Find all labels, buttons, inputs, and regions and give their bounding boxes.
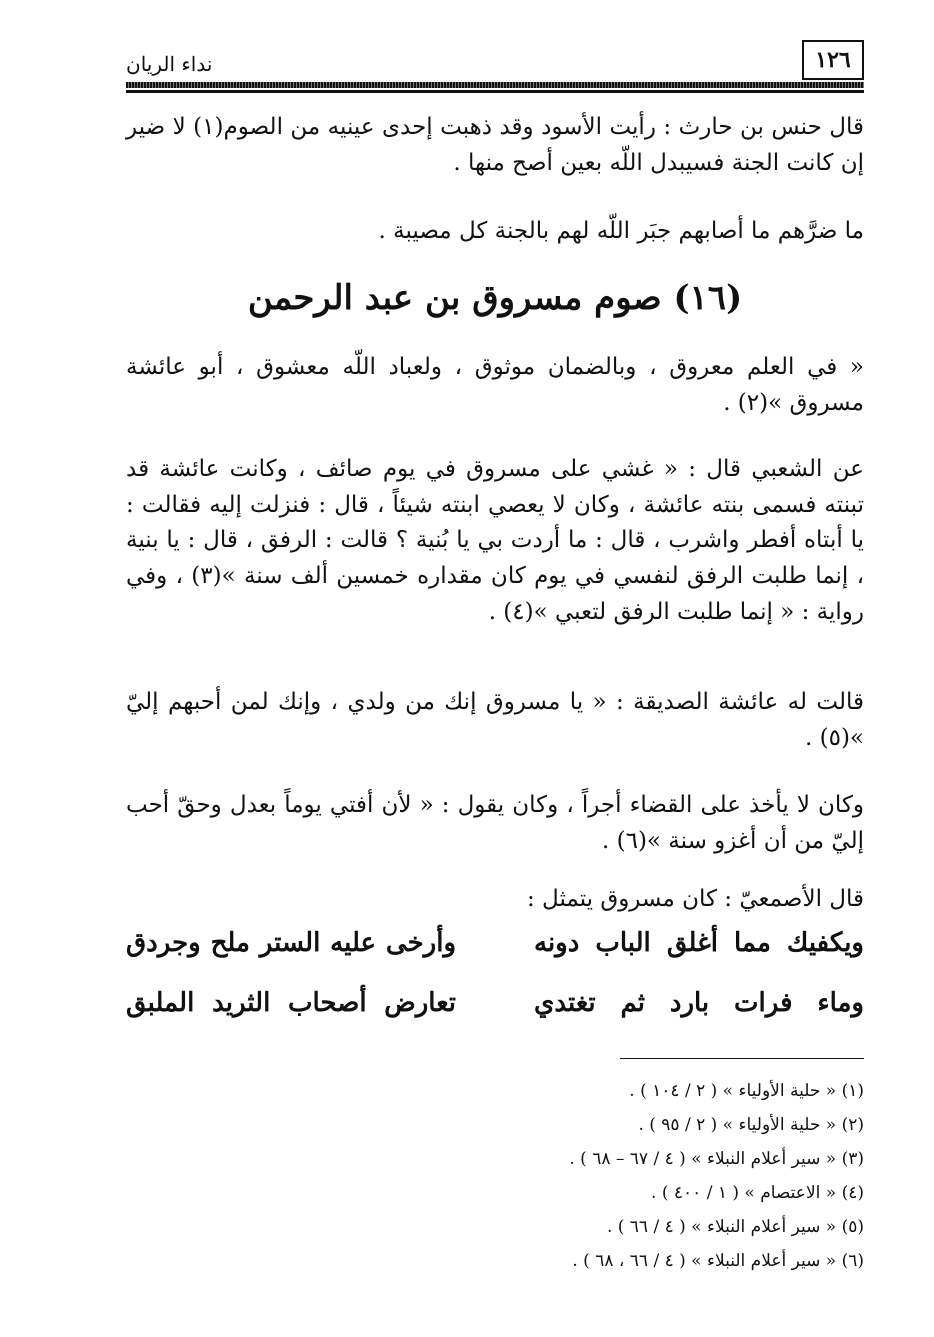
poem-verse [126, 988, 864, 1048]
footnote-separator [620, 1058, 864, 1059]
paragraph: قالت له عائشة الصديقة : « يا مسروق إنك من ولدي ، وإنك لمن أحبهم إليّ »(٥) . [126, 689, 864, 751]
page-number: ١٢٦ [802, 40, 864, 80]
paragraph: ما ضرَّهم ما أصابهم جبَر اللّه لهم بالجنة كل مصيبة . [378, 218, 864, 244]
verse-second-hemistich: تعارض أصحاب الثريد الملبق [126, 988, 456, 1018]
header-rule [126, 82, 864, 88]
running-title: نداء الريان [126, 52, 213, 76]
section-heading: (١٦) صوم مسروق بن عبد الرحمن [247, 278, 743, 318]
paragraph: « في العلم معروق ، وبالضمان موثوق ، ولعباد اللّه معشوق ، أبو عائشة مسروق »(٢) . [126, 354, 864, 416]
footnotes [126, 1074, 864, 1278]
footnote: (٢) « حلية الأولياء » ( ٢ / ٩٥ ) . [638, 1115, 864, 1135]
verse-first-hemistich: ويكفيك مما أغلق الباب دونه [534, 928, 864, 958]
verse-first-hemistich: وماء فرات بارد ثم تغتدي [534, 988, 864, 1018]
footnote: (٦) « سير أعلام النبلاء » ( ٤ / ٦٦ ، ٦٨ ) . [572, 1251, 864, 1271]
poem [126, 928, 864, 1048]
paragraph: وكان لا يأخذ على القضاء أجراً ، وكان يقول : « لأن أفتي يوماً بعدل وحقّ أحب إليّ من أن أغزو سنة »(٦) . [126, 792, 864, 854]
footnote: (٥) « سير أعلام النبلاء » ( ٤ / ٦٦ ) . [606, 1217, 864, 1237]
footnote: (١) « حلية الأولياء » ( ٢ / ١٠٤ ) . [629, 1081, 864, 1101]
paragraph: عن الشعبي قال : « غشي على مسروق في يوم صائف ، وكانت عائشة قد تبنته فسمى بنته عائشة ، وكان لا يعصي ابنته شيئاً ، قال : فنزلت إليه فقالت : يا أبتاه أفطر واشرب ، قال : ما أردت بي يا بُنية ؟ قالت : الرفق ، قال : يا بنية ، إنما طلبت الرفق لنفسي في يوم كان مقداره خمسين ألف سنة »(٣) ، وفي رواية : « إنما طلبت الرفق لتعبي »(٤) . [126, 456, 865, 625]
page-header [126, 36, 864, 92]
poem-verse [126, 928, 864, 988]
footnote: (٤) « الاعتصام » ( ١ / ٤٠٠ ) . [651, 1183, 864, 1203]
verse-second-hemistich: وأرخى عليه الستر ملح وجردق [126, 928, 456, 958]
paragraph: قال حنس بن حارث : رأيت الأسود وقد ذهبت إحدى عينيه من الصوم(١) لا ضير إن كانت الجنة فسيبدل اللّه بعين أصح منها . [126, 114, 865, 176]
header-rule-thin [126, 90, 864, 93]
paragraph: قال الأصمعيّ : كان مسروق يتمثل : [526, 886, 864, 912]
footnote: (٣) « سير أعلام النبلاء » ( ٤ / ٦٧ – ٦٨ ) . [569, 1149, 864, 1169]
